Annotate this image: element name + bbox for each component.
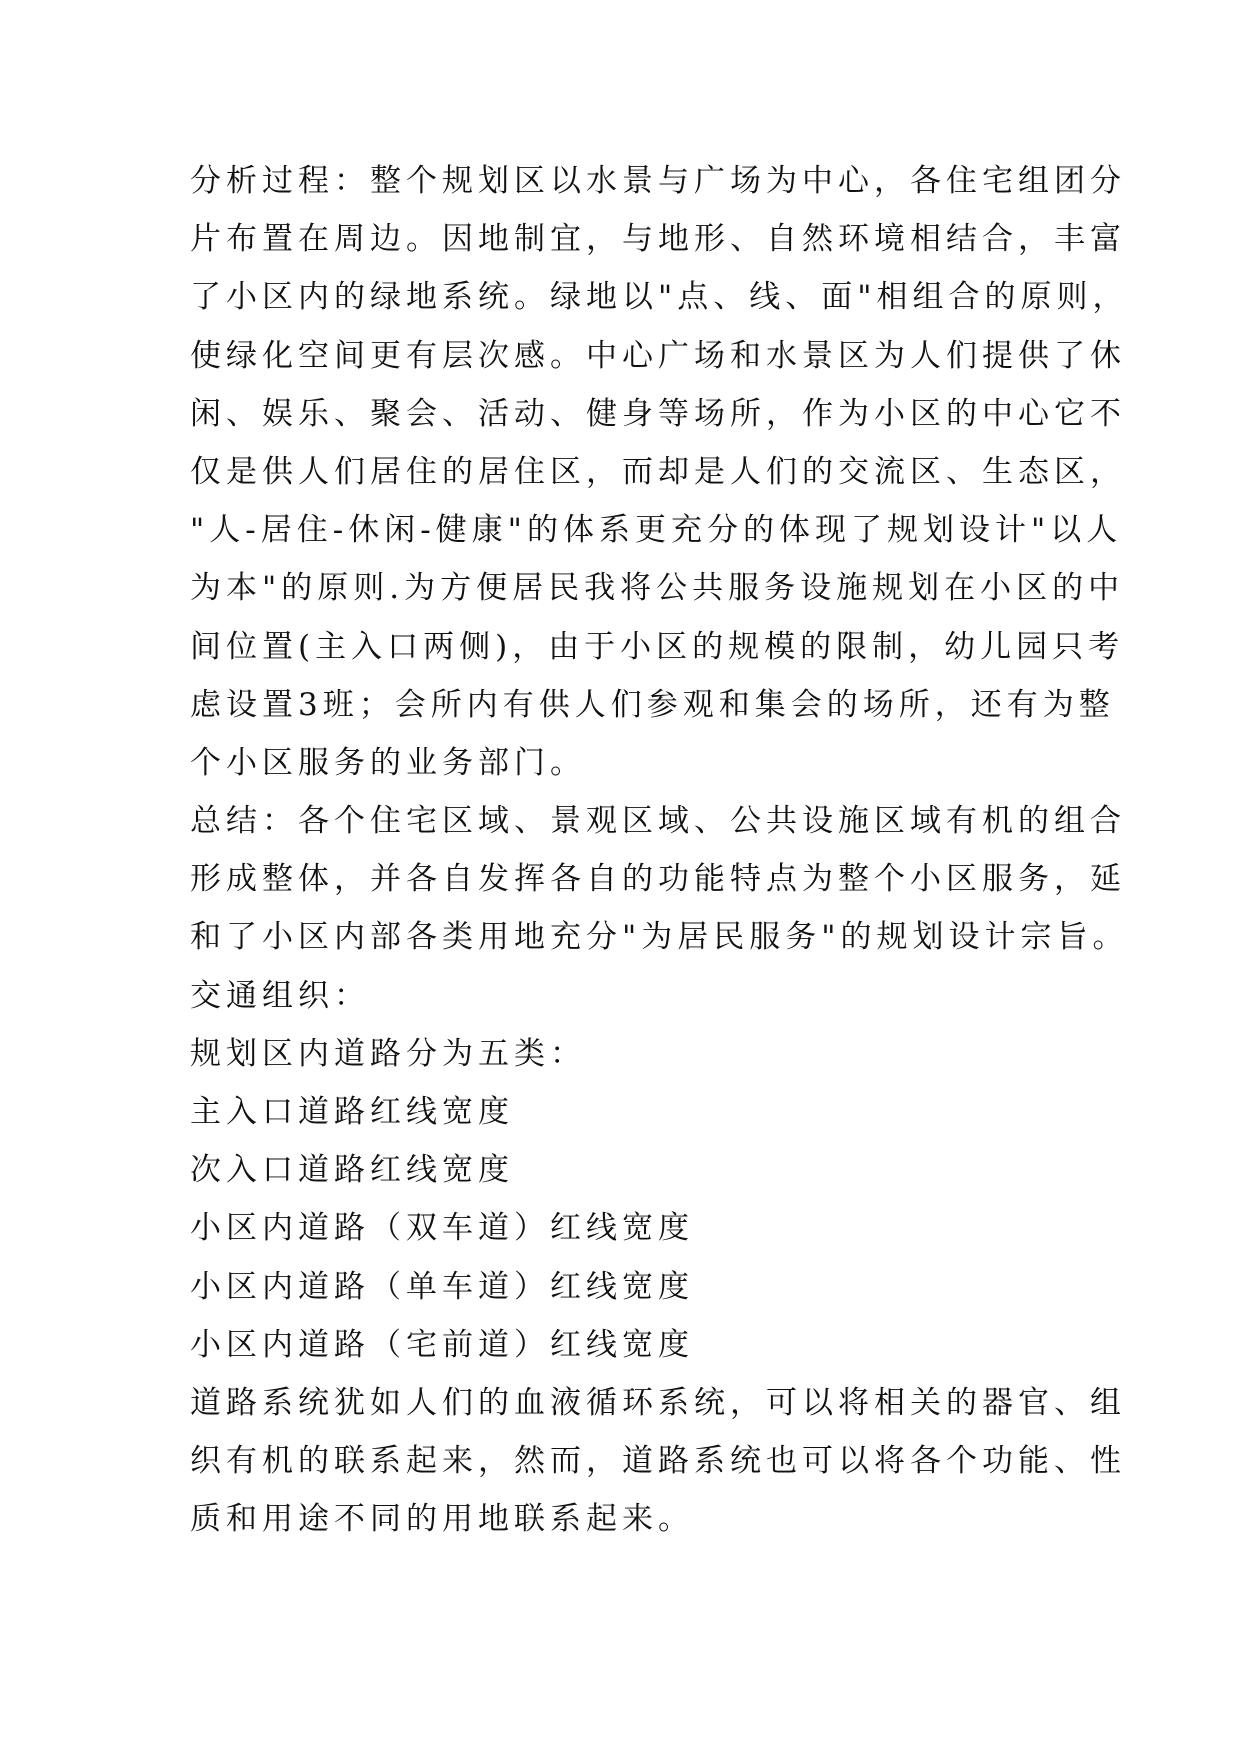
text-line: 道路系统犹如人们的血液循环系统，可以将相关的器官、组 <box>190 1384 1126 1421</box>
text-line: 质和用途不同的用地联系起来。 <box>190 1501 694 1538</box>
text-line: "人-居住-休闲-健康"的体系更充分的体现了规划设计"以人 <box>190 512 1123 549</box>
text-line: 形成整体，并各自发挥各自的功能特点为整个小区服务，延 <box>190 861 1126 898</box>
text-line: 闲、娱乐、聚会、活动、健身等场所，作为小区的中心它不 <box>190 395 1126 432</box>
text-line: 规划区内道路分为五类： <box>190 1035 586 1072</box>
text-line: 使绿化空间更有层次感。中心广场和水景区为人们提供了休 <box>190 337 1126 374</box>
text-line: 仅是供人们居住的居住区，而却是人们的交流区、生态区， <box>190 453 1126 490</box>
text-line: 了小区内的绿地系统。绿地以"点、线、面"相组合的原则， <box>190 279 1129 316</box>
text-line: 分析过程：整个规划区以水景与广场为中心，各住宅组团分 <box>190 163 1126 199</box>
text-line: 主入口道路红线宽度 <box>190 1094 514 1130</box>
text-line: 间位置(主入口两侧)，由于小区的规模的限制，幼儿园只考 <box>190 628 1125 665</box>
text-line: 小区内道路（宅前道）红线宽度 <box>190 1326 694 1363</box>
text-line: 虑设置3班；会所内有供人们参观和集会的场所，还有为整 <box>190 686 1115 723</box>
text-line: 小区内道路（双车道）红线宽度 <box>190 1210 694 1247</box>
text-line: 和了小区内部各类用地充分"为居民服务"的规划设计宗旨。 <box>190 919 1129 956</box>
text-line: 为本"的原则.为方便居民我将公共服务设施规划在小区的中 <box>190 570 1125 607</box>
text-line: 次入口道路红线宽度 <box>190 1152 514 1189</box>
text-line: 总结：各个住宅区域、景观区域、公共设施区域有机的组合 <box>190 803 1126 840</box>
text-line: 织有机的联系起来，然而，道路系统也可以将各个功能、性 <box>190 1443 1126 1480</box>
document-body <box>190 152 1129 1549</box>
text-line: 片布置在周边。因地制宜，与地形、自然环境相结合，丰富 <box>190 221 1126 258</box>
text-line: 小区内道路（单车道）红线宽度 <box>190 1268 694 1305</box>
text-line: 交通组织： <box>190 977 370 1014</box>
text-line: 个小区服务的业务部门。 <box>190 744 586 781</box>
